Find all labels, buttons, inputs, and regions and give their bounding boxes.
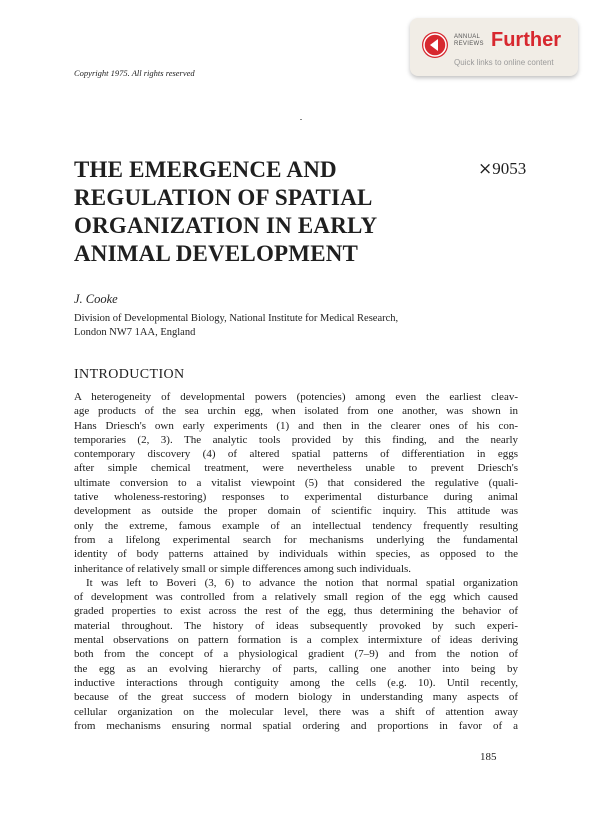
body-line: only the extreme, famous example of an intellectual tendency frequently resulting: [74, 519, 518, 532]
body-text: [74, 390, 518, 733]
body-line: from mechanisms ensuring normal spatial ordering and proportions in favor of a: [74, 719, 518, 732]
body-line: both from the concept of a physiological gradient (7–9) and from the notion of: [74, 648, 518, 661]
body-line: inheritance of relatively small or simple differences among such individuals.: [74, 562, 412, 575]
body-line: after simple chemical treatment, were nevertheless unable to prevent Driesch's: [74, 462, 518, 475]
author-affiliation: [74, 312, 474, 340]
brand-line-2: REVIEWS: [454, 41, 484, 47]
body-line: A heterogeneity of developmental powers (potencies) among even the earliest cleav-: [74, 391, 518, 403]
body-line: age products of the sea urchin egg, when isolated from one another, was shown in: [74, 405, 518, 418]
body-line: material throughout. The history of ideas subsequently provoked by such experi-: [74, 619, 518, 632]
body-line: cellular organization on the molecular level, there was a shift of attention away: [74, 705, 518, 718]
body-line: inductive interactions through contiguity among the cells (e.g. 10). Until recently,: [74, 676, 518, 689]
page-number: 185: [480, 751, 497, 763]
body-line: development as outside the proper domain of scientific inquiry. This attitude was: [74, 505, 518, 518]
annual-reviews-further-banner[interactable]: [410, 18, 578, 76]
banner-tagline[interactable]: Quick links to online content: [454, 58, 554, 67]
body-line: temporaries (2, 3). The analytic tools provided by this finding, and the nearly: [74, 433, 518, 446]
section-heading: INTRODUCTION: [74, 367, 185, 382]
brand-line-1: ANNUAL: [454, 34, 481, 40]
article-code: ⨯9053: [478, 159, 527, 178]
body-line: tative wholeness-restoring) responses to experimental disturbance during animal: [74, 491, 518, 504]
author-name: J. Cooke: [74, 292, 118, 306]
copyright-notice: Copyright 1975. All rights reserved: [74, 68, 195, 78]
affiliation-line: London NW7 1AA, England: [74, 327, 196, 338]
annual-reviews-logo-text: [454, 34, 494, 48]
affiliation-line: Division of Developmental Biology, National Institute for Medical Research,: [74, 313, 399, 324]
body-line: It was left to Boveri (3, 6) to advance the notion that normal spatial organization: [86, 576, 518, 589]
body-line: of development was controlled from a relatively small region of the egg which caused: [74, 591, 518, 604]
body-line: the egg as an evolving hierarchy of parts, calling one another into being by: [74, 662, 518, 675]
body-line: contemporary discovery (4) of altered spatial patterns of differentiation in eggs: [74, 448, 518, 461]
further-label[interactable]: Further: [491, 29, 561, 51]
arrow-left-icon[interactable]: [422, 32, 448, 58]
body-line: because of the great success of modern biology in understanding many aspects of: [74, 691, 518, 704]
scan-speck: [300, 119, 302, 120]
body-line: Hans Driesch's own early experiments (1) and then in the clearer ones of his con-: [74, 419, 518, 432]
body-line: identity of body patterns attained by individuals within species, as opposed to the: [74, 548, 518, 561]
article-title: THE EMERGENCE AND REGULATION OF SPATIAL ORGANIZATION IN EARLY ANIMAL DEVELOPMENT: [74, 157, 377, 266]
body-line: graded properties to exist across the rest of the egg, thus determining the behavior of: [74, 605, 518, 618]
body-line: ultimate conversion to a vitalist viewpoint (5) that considered the regulative (quali-: [74, 476, 518, 489]
body-line: from a lifelong experimental search for mechanisms underlying the fundamental: [74, 533, 518, 546]
body-line: mental observations on pattern formation is a complex intermixture of ideas deriving: [74, 634, 518, 647]
